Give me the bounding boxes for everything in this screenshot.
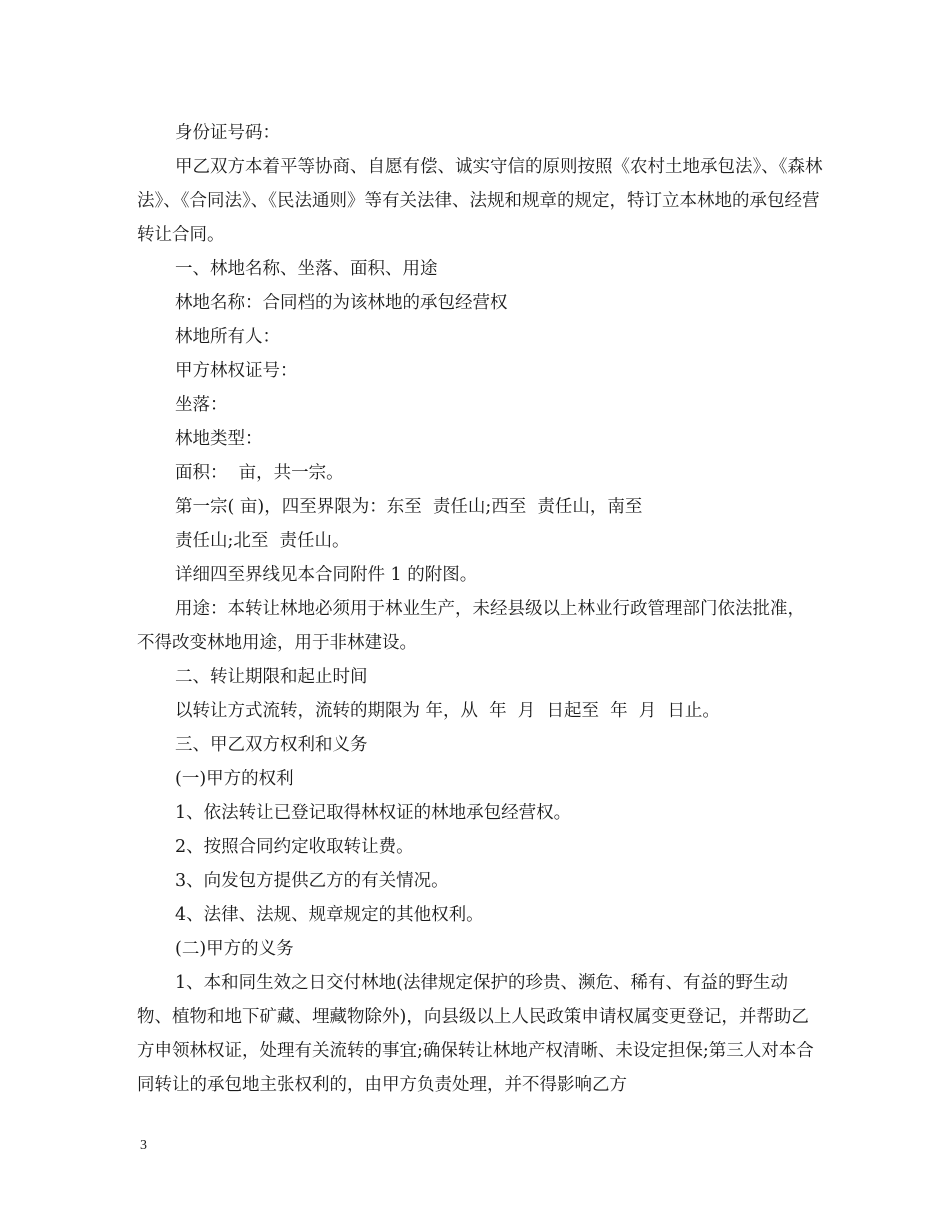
page-number: 3 [140, 1138, 147, 1153]
list-item: 1、本和同生效之日交付林地(法律规定保护的珍贵、濒危、稀有、有益的野生动物、植物和地下矿藏、埋藏物除外)，向县级以上人民政策申请权属变更登记，并帮助乙方申领林权证，处理有关流转的事宜;确保转让林地产权清晰、未设定担保;第三人对本合同转让的承包地主张权利的，由甲方负责处理，并不得影响乙方 [137, 973, 814, 1095]
paragraph: 甲乙双方本着平等协商、自愿有偿、诚实守信的原则按照《农村土地承包法》、《森林法》、《合同法》、《民法通则》等有关法律、法规和规章的规定，特订立本林地的承包经营转让合同。 [137, 157, 823, 245]
paragraph: 林地类型： [175, 429, 263, 449]
paragraph: 林地所有人： [175, 327, 280, 347]
paragraph: 坐落： [175, 395, 228, 415]
paragraph: 用途：本转让林地必须用于林业生产，未经县级以上林业行政管理部门依法批准，不得改变林地用途，用于非林建设。 [137, 599, 805, 653]
list-item: 2、按照合同约定收取转让费。 [175, 837, 414, 857]
paragraph: 面积： 亩，共一宗。 [175, 463, 344, 483]
paragraph: 林地名称：合同档的为该林地的承包经营权 [175, 293, 508, 313]
subsection-heading: (二)甲方的义务 [175, 939, 294, 959]
paragraph: 第一宗( 亩)，四至界限为：东至 责任山;西至 责任山，南至 [175, 497, 643, 517]
list-item: 3、向发包方提供乙方的有关情况。 [175, 871, 449, 891]
document-body [137, 116, 823, 1102]
paragraph: 责任山;北至 责任山。 [175, 531, 350, 551]
list-item: 4、法律、法规、规章规定的其他权利。 [175, 905, 484, 925]
section-heading: 一、林地名称、坐落、面积、用途 [175, 259, 438, 279]
list-item: 1、依法转让已登记取得林权证的林地承包经营权。 [175, 803, 572, 823]
paragraph: 身份证号码： [175, 123, 280, 143]
section-heading: 二、转让期限和起止时间 [175, 667, 368, 687]
paragraph: 详细四至界线见本合同附件 1 的附图。 [175, 565, 478, 585]
subsection-heading: (一)甲方的权利 [175, 769, 294, 789]
section-heading: 三、甲乙双方权利和义务 [175, 735, 368, 755]
paragraph: 甲方林权证号： [175, 361, 298, 381]
paragraph: 以转让方式流转，流转的期限为 年，从 年 月 日起至 年 月 日止。 [175, 701, 720, 721]
